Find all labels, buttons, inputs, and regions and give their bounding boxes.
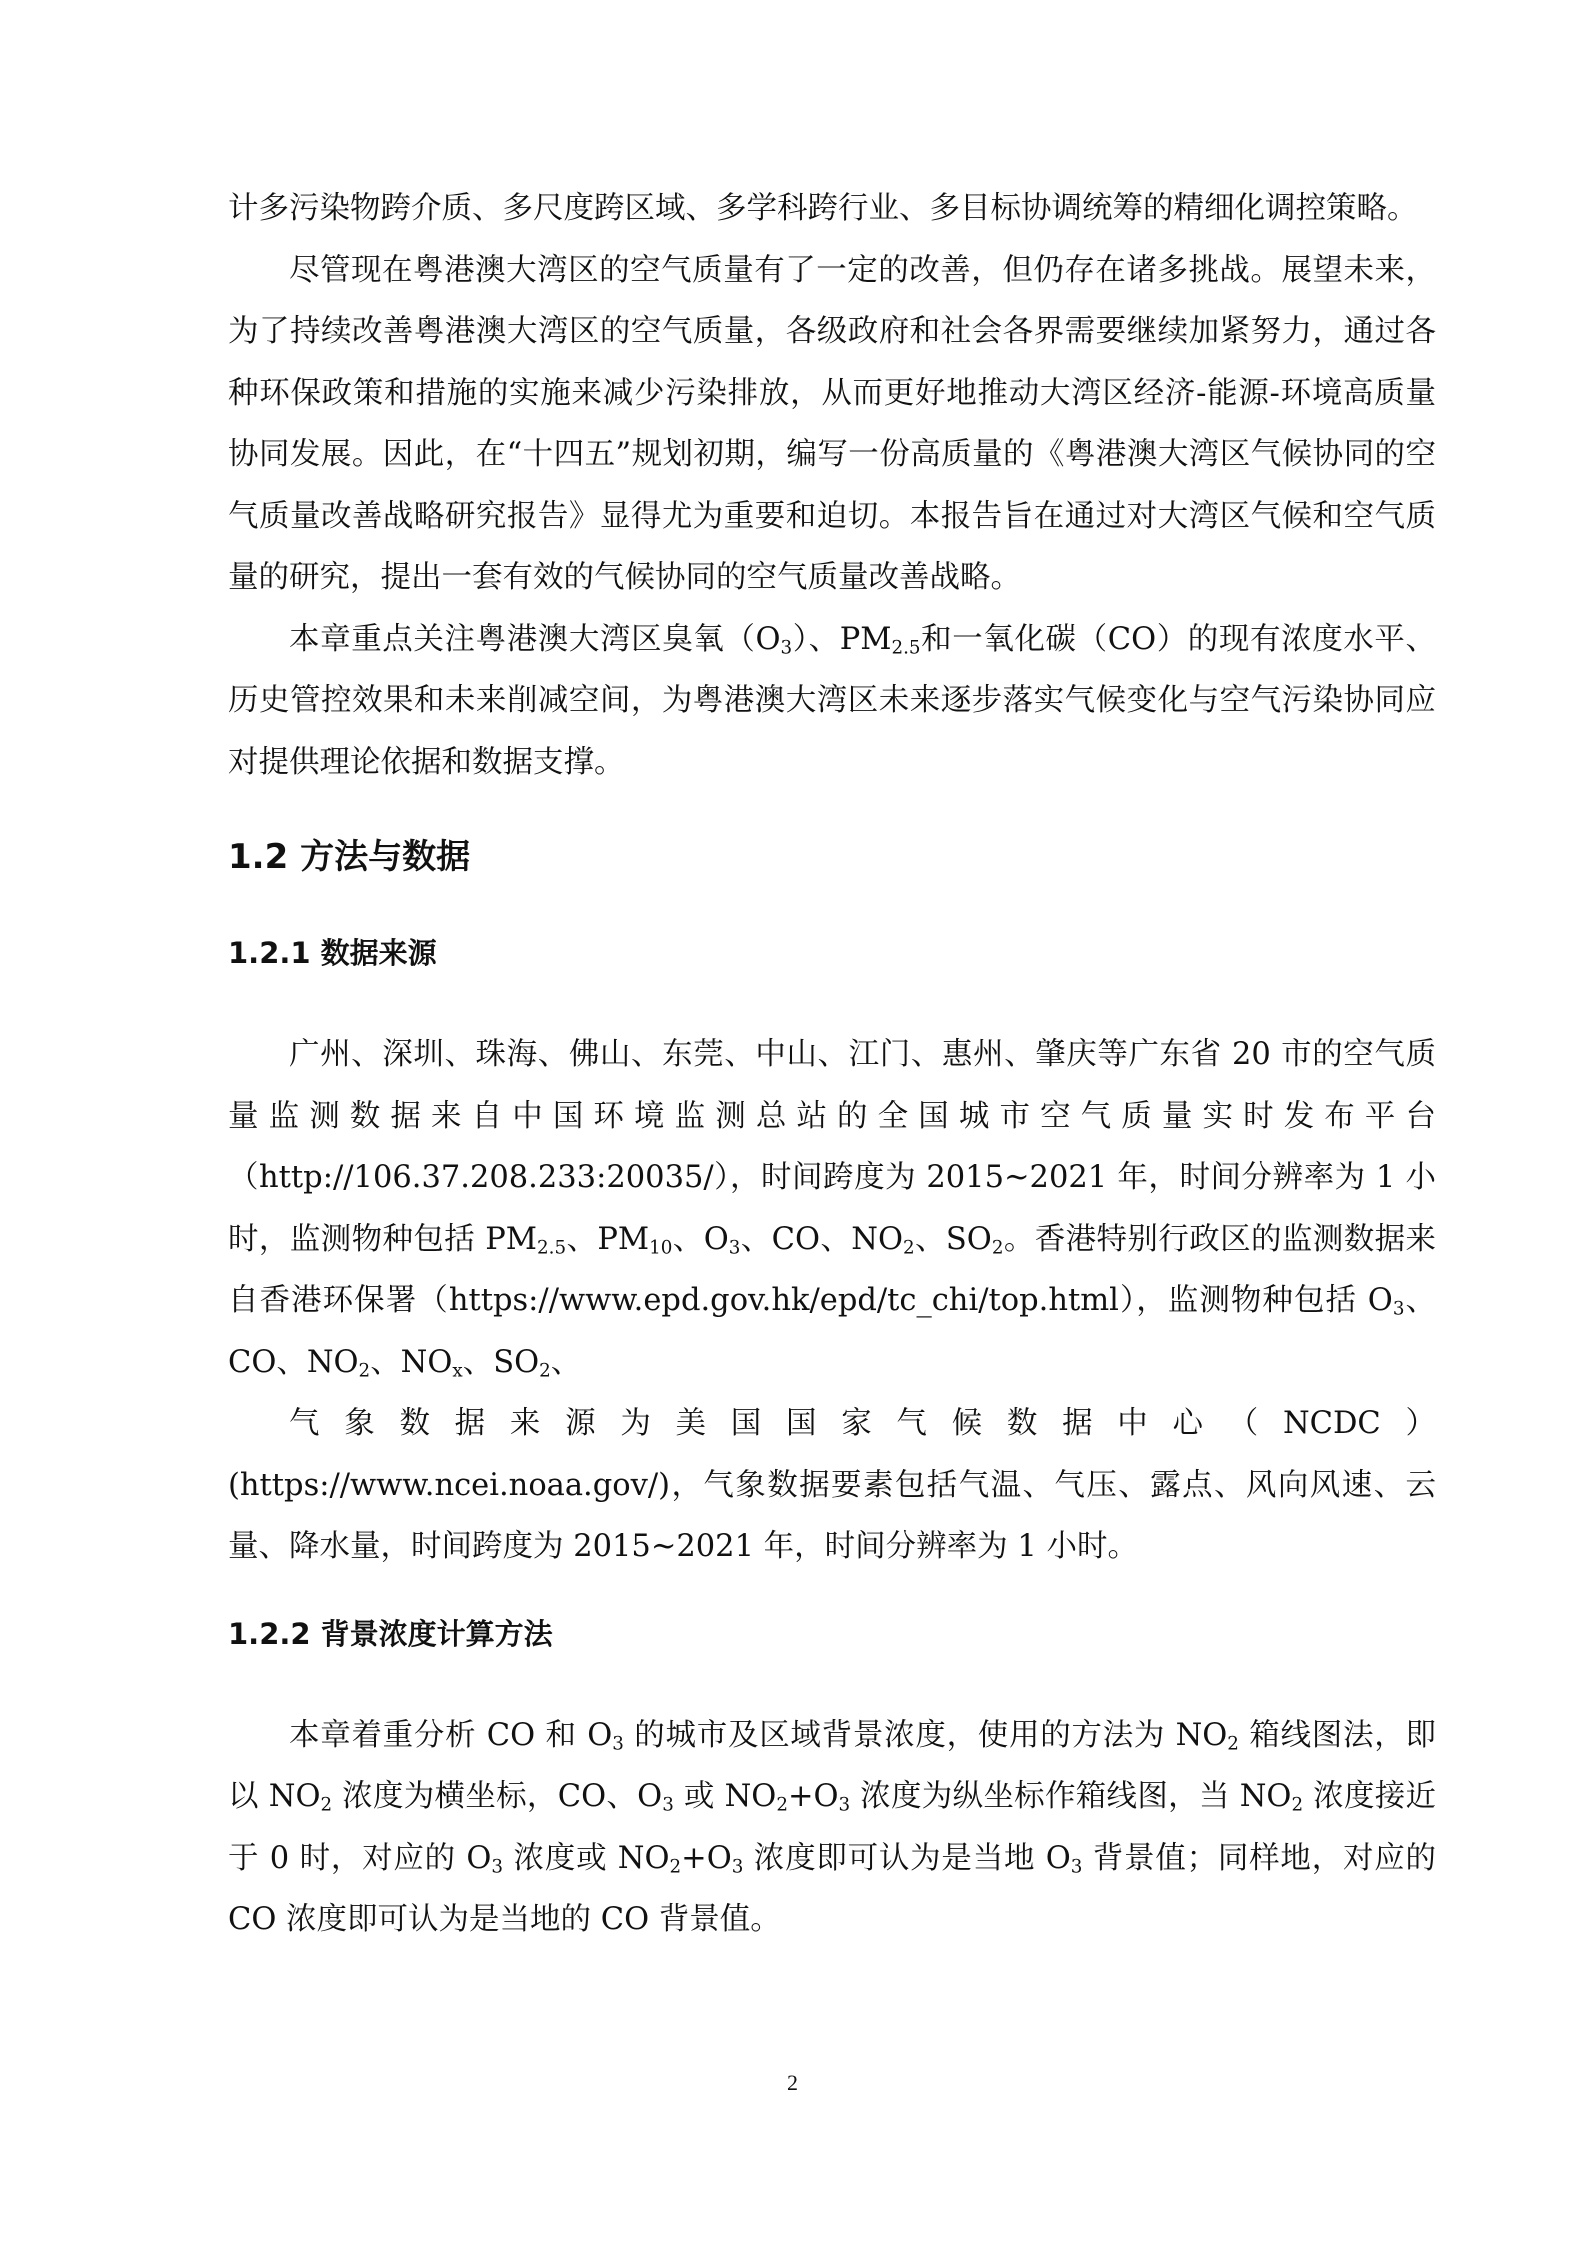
section-heading-1-2-2: 1.2.2 背景浓度计算方法 [228,1616,553,1651]
paragraph-background-method: 本章着重分析 CO 和 $O_3$ 的城市及区域背景浓度，使用的方法为 $NO_2$ 箱线图法，即以 $NO_2$ 浓度为横坐标，CO、$O_3$ 或 $NO_2+O_3$ 浓度为纵坐标作箱线图，当 $NO_2$ 浓度接近于 0 时，对应的 $O_3$ 浓度或 $NO_2+O_3$ 浓度即可认为是当地 $O_3$ 背景值；同样地，对应的 CO 浓度即可认为是当地的 CO 背景值。 [228,1717,1436,1937]
paragraph-challenges: 尽管现在粤港澳大湾区的空气质量有了一定的改善，但仍存在诸多挑战。展望未来，为了持续改善粤港澳大湾区的空气质量，各级政府和社会各界需要继续加紧努力，通过各种环保政策和措施的实施来减少污染排放，从而更好地推动大湾区经济-能源-环境高质量协同发展。因此，在“十四五”规划初期，编写一份高质量的《粤港澳大湾区气候协同的空气质量改善战略研究报告》显得尤为重要和迫切。本报告旨在通过对大湾区气候和空气质量的研究，提出一套有效的气候协同的空气质量改善战略。 [228,252,1436,595]
page-number: 2 [787,2070,798,2095]
paragraph-chapter-focus: 本章重点关注粤港澳大湾区臭氧$(O_3)$、$PM_{2.5}$和一氧化碳（CO）的现有浓度水平、历史管控效果和未来削减空间，为粤港澳大湾区未来逐步落实气候变化与空气污染协同应对提供理论依据和数据支撑。 [228,621,1436,780]
section-heading-1-2: 1.2 方法与数据 [228,837,471,877]
paragraph-meteorological-data: 气象数据来源为美国国家气候数据中心（NCDC）(https://www.ncei.noaa.gov/)，气象数据要素包括气温、气压、露点、风向风速、云量、降水量，时间跨度为 2015~2021 年，时间分辨率为 1 小时。 [228,1406,1436,1564]
section-heading-1-2-1: 1.2.1 数据来源 [228,936,437,970]
paragraph-monitoring-data: 广州、深圳、珠海、佛山、东莞、中山、江门、惠州、肇庆等广东省 20 市的空气质量监测数据来自中国环境监测总站的全国城市空气质量实时发布平台（http://106.37.208.233:20035/），时间跨度为 2015~2021 年，时间分辨率为 1 小时，监测物种包括 $PM_{2.5}$、$PM_{10}$、$O_3$、CO、$NO_2$、$SO_2$。香港特别行政区的监测数据来自香港环保署（https://www.epd.gov.hk/epd/tc_chi/top.html），监测物种包括 $O_3$、CO、$NO_2$、$NO_x$、$SO_2$、 [228,1037,1436,1382]
page-content [228,178,1436,1951]
paragraph-continued: 计多污染物跨介质、多尺度跨区域、多学科跨行业、多目标协调统筹的精细化调控策略。 [228,191,1418,226]
